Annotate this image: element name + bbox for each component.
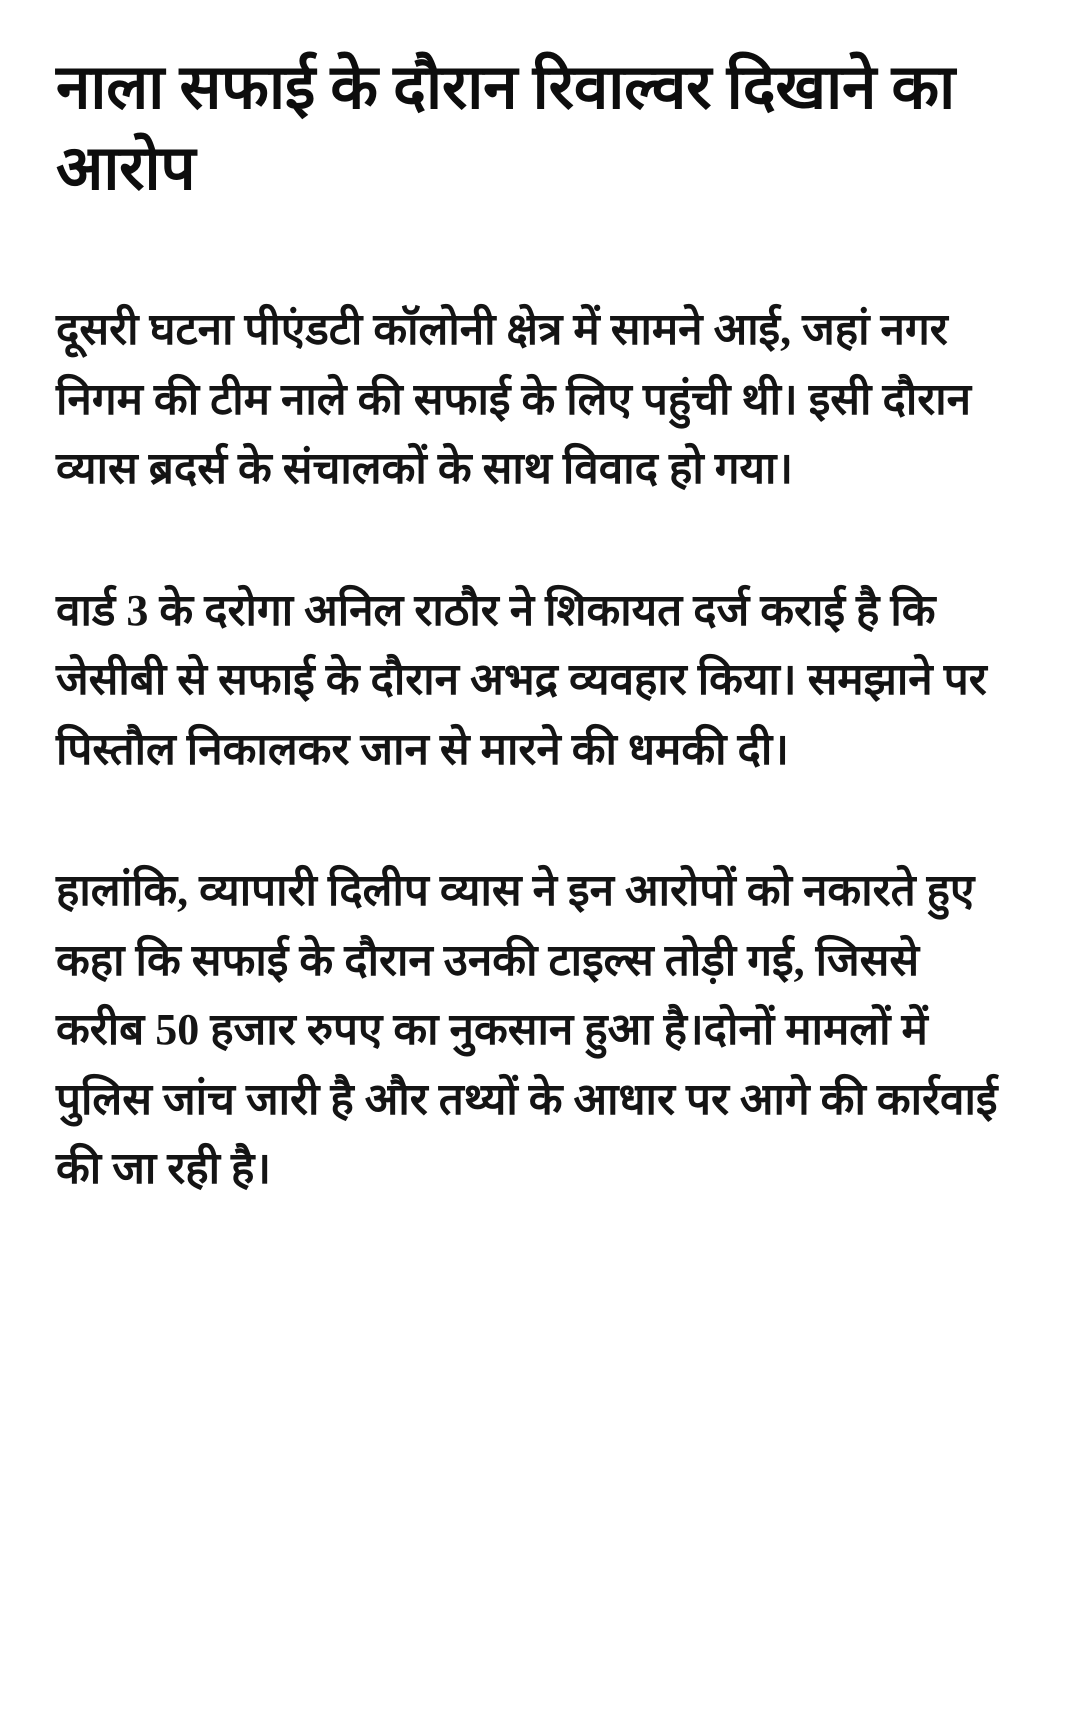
article-paragraph: दूसरी घटना पीएंडटी कॉलोनी क्षेत्र में सामने आई, जहां नगर निगम की टीम नाले की सफाई के लिए पहुंची थी। इसी दौरान व्यास ब्रदर्स के संचालकों के साथ विवाद हो गया। <box>56 305 972 494</box>
article-body <box>56 295 1024 1204</box>
article-paragraph: वार्ड 3 के दरोगा अनिल राठौर ने शिकायत दर्ज कराई है कि जेसीबी से सफाई के दौरान अभद्र व्यवहार किया। समझाने पर पिस्तौल निकालकर जान से मारने की धमकी दी। <box>56 585 987 774</box>
page-title: नाला सफाई के दौरान रिवाल्वर दिखाने का आरोप <box>56 54 955 203</box>
article-paragraph: हालांकि, व्यापारी दिलीप व्यास ने इन आरोपों को नकारते हुए कहा कि सफाई के दौरान उनकी टाइल्स तोड़ी गई, जिससे करीब 50 हजार रुपए का नुकसान हुआ है।दोनों मामलों में पुलिस जांच जारी है और तथ्यों के आधार पर आगे की कार्रवाई की जा रही है। <box>56 866 998 1194</box>
